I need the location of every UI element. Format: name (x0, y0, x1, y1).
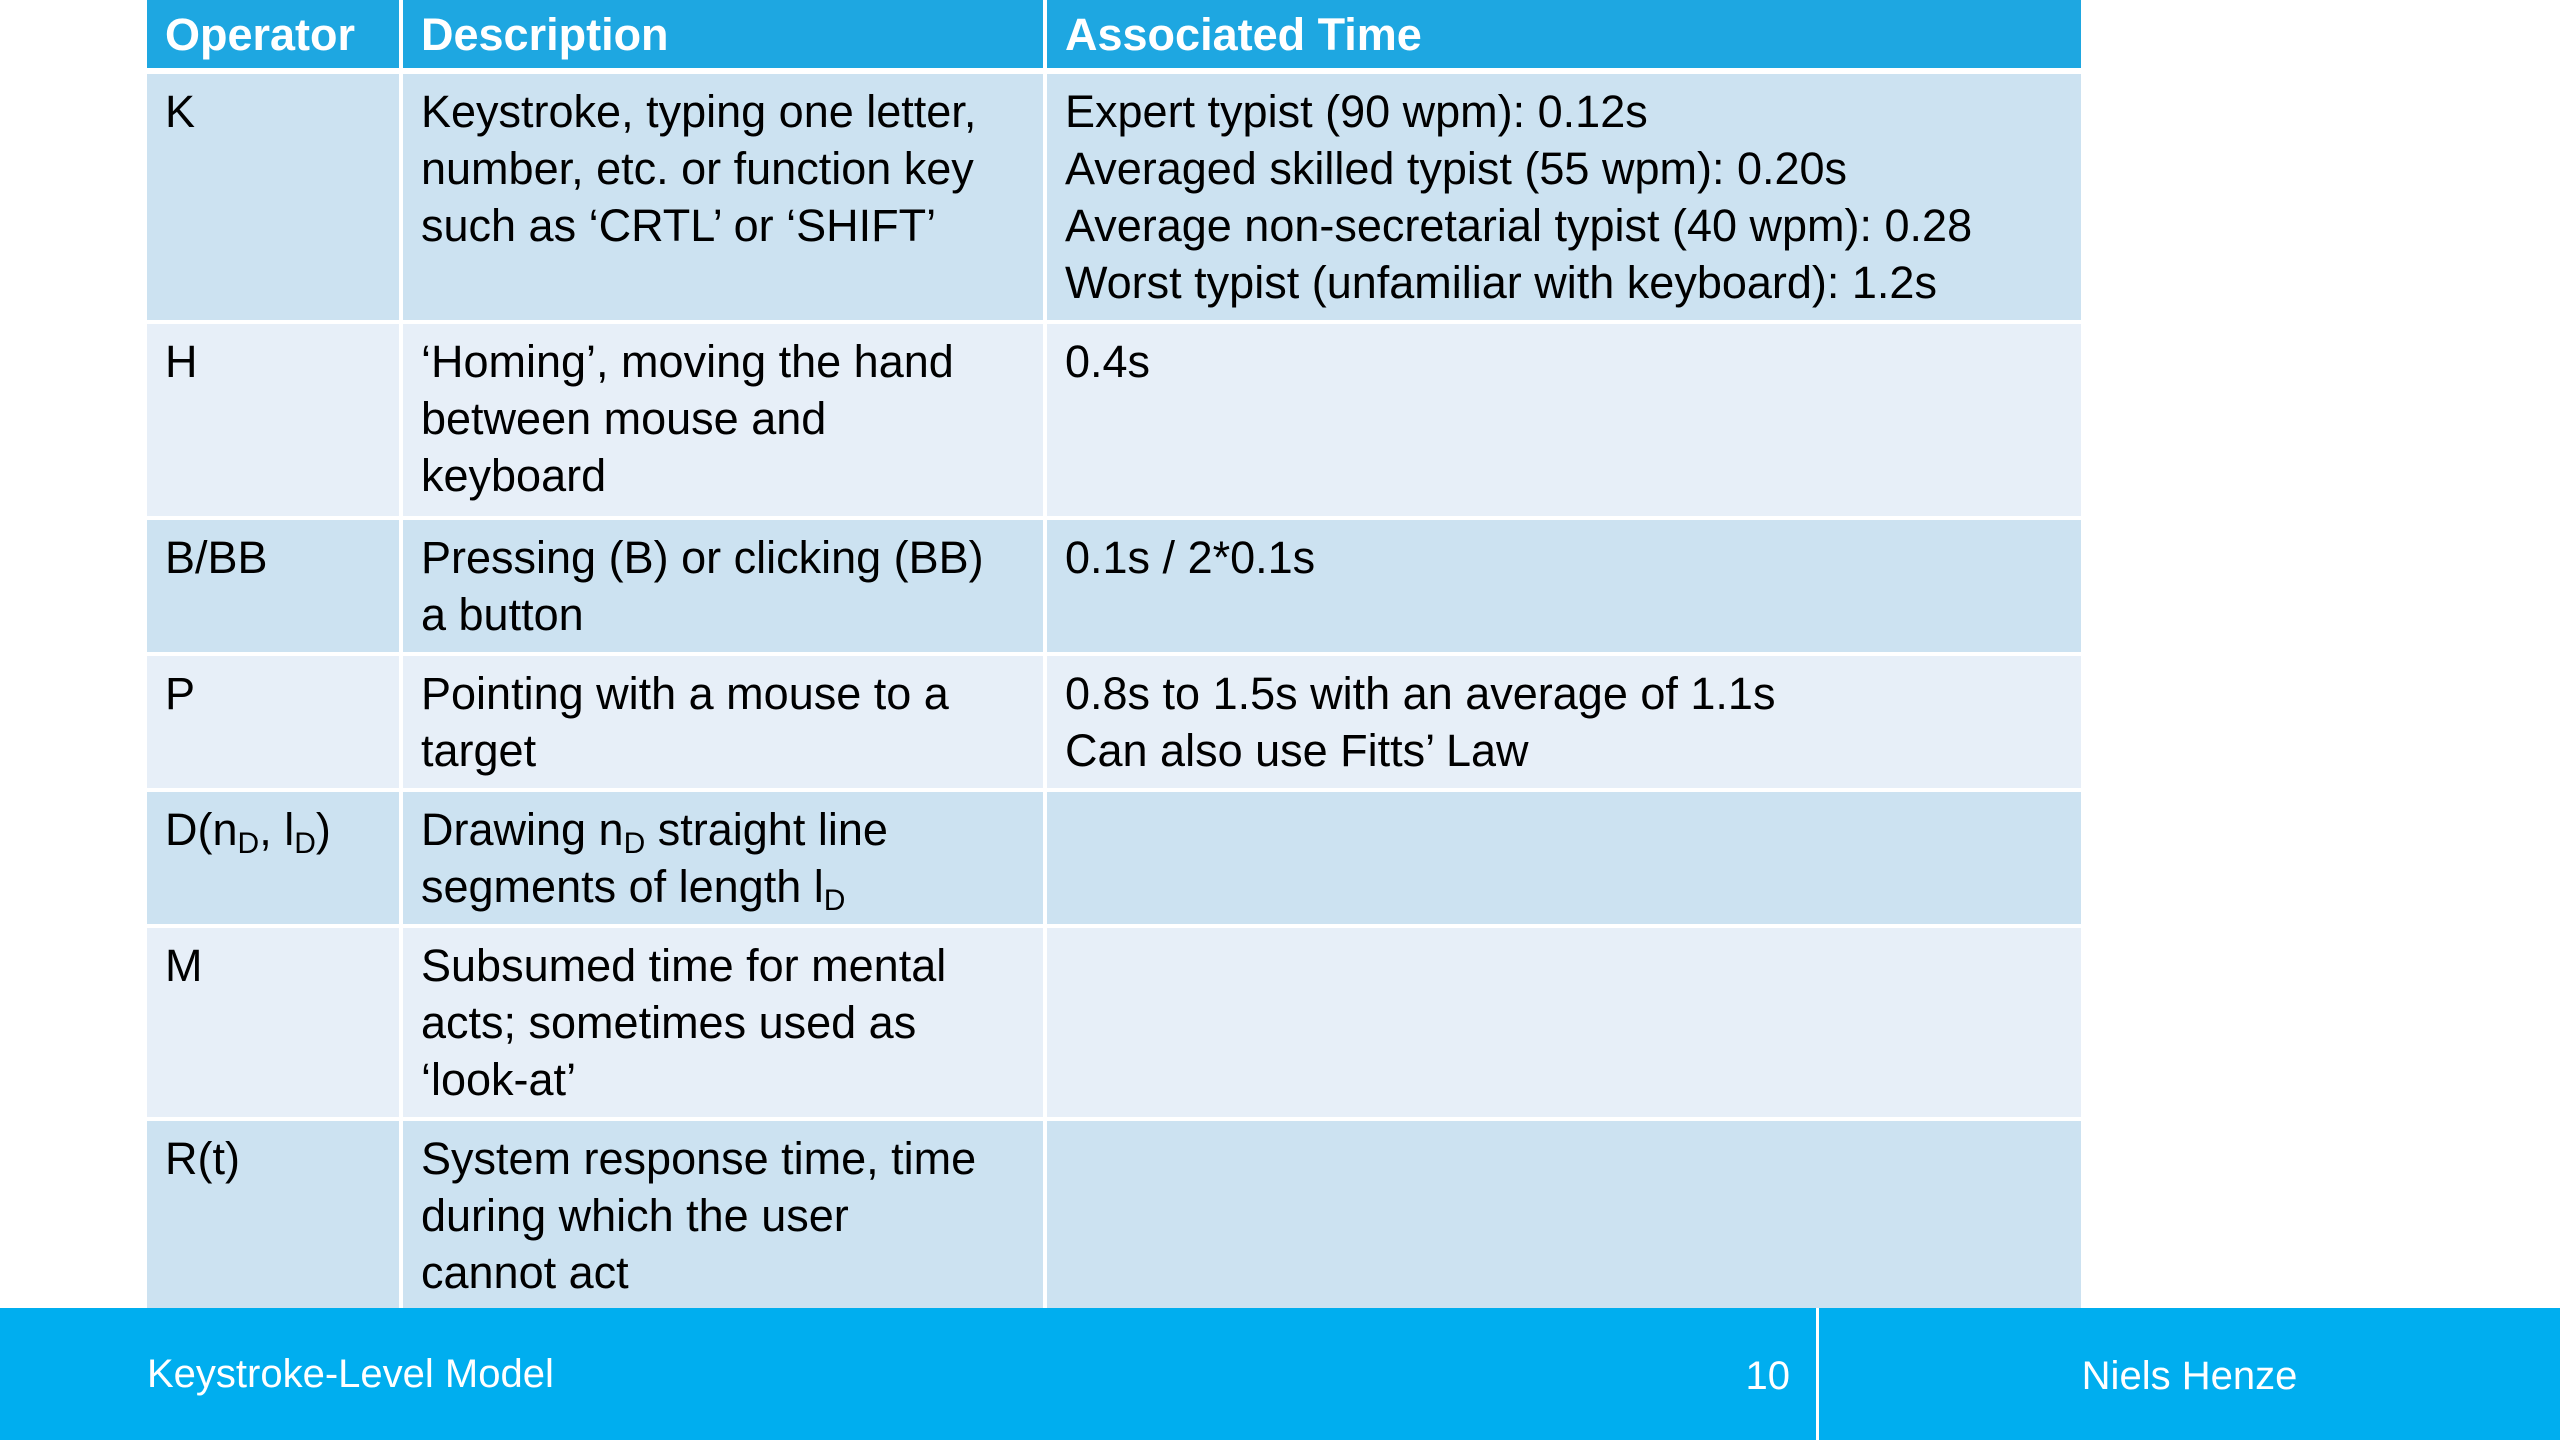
time-line: 0.1s / 2*0.1s (1065, 532, 1316, 583)
description-line: between mouse and (421, 393, 827, 444)
description-line: ‘look-at’ (421, 1054, 577, 1105)
description-text: segments of length l (421, 861, 824, 912)
operator-text: D(n (165, 804, 238, 855)
description-line: a button (421, 589, 584, 640)
operator-cell: K (147, 74, 403, 324)
time-cell (1047, 520, 2081, 656)
description-line: acts; sometimes used as (421, 997, 917, 1048)
description-line: keyboard (421, 450, 607, 501)
time-cell (1047, 74, 2081, 324)
subscript: D (623, 827, 646, 860)
description-text: straight line (645, 804, 888, 855)
table-row-m (147, 928, 2081, 1121)
description-line (421, 858, 1025, 915)
time-line: Average non-secretarial typist (40 wpm): 0.28 (1065, 200, 1973, 251)
operator-cell: R(t) (147, 1121, 403, 1314)
time-cell (1047, 1121, 2081, 1314)
header-operator: Operator (147, 0, 403, 74)
table-header-row (147, 0, 2081, 74)
operator-cell: B/BB (147, 520, 403, 656)
table-row-r (147, 1121, 2081, 1314)
operator-cell: H (147, 324, 403, 520)
description-cell (403, 324, 1047, 520)
description-line: Pressing (B) or clicking (BB) (421, 532, 984, 583)
time-cell (1047, 928, 2081, 1121)
klm-operator-table (147, 0, 2081, 1314)
description-line: ‘Homing’, moving the hand (421, 336, 954, 387)
description-line: during which the user (421, 1190, 849, 1241)
description-line: Subsumed time for mental (421, 940, 947, 991)
table-row-h (147, 324, 2081, 520)
description-cell (403, 1121, 1047, 1314)
description-cell (403, 792, 1047, 928)
description-cell (403, 520, 1047, 656)
description-line: System response time, time (421, 1133, 977, 1184)
description-line: Keystroke, typing one letter, (421, 86, 977, 137)
operator-text: ) (315, 804, 331, 855)
slide-footer (0, 1308, 2560, 1440)
header-associated-time: Associated Time (1047, 0, 2081, 74)
time-line: Averaged skilled typist (55 wpm): 0.20s (1065, 143, 1848, 194)
subscript: D (237, 827, 260, 860)
page-number: 10 (1745, 1354, 1790, 1398)
description-cell (403, 74, 1047, 324)
time-cell (1047, 656, 2081, 792)
description-line: such as ‘CRTL’ or ‘SHIFT’ (421, 200, 937, 251)
time-line: 0.8s to 1.5s with an average of 1.1s (1065, 668, 1776, 719)
time-line: Can also use Fitts’ Law (1065, 725, 1529, 776)
description-line: cannot act (421, 1247, 629, 1298)
operator-cell (147, 792, 403, 928)
description-line: number, etc. or function key (421, 143, 974, 194)
header-description: Description (403, 0, 1047, 74)
operator-cell: M (147, 928, 403, 1121)
table-row-b-bb (147, 520, 2081, 656)
table-row-k (147, 74, 2081, 324)
time-line: Expert typist (90 wpm): 0.12s (1065, 86, 1648, 137)
subscript: D (823, 884, 846, 917)
description-line (421, 801, 1025, 858)
table-row-d (147, 792, 2081, 928)
footer-author: Niels Henze (2081, 1354, 2298, 1398)
time-line: 0.4s (1065, 336, 1151, 387)
description-line: target (421, 725, 537, 776)
table-row-p (147, 656, 2081, 792)
operator-text: , l (259, 804, 295, 855)
description-line: Pointing with a mouse to a (421, 668, 949, 719)
operator-cell: P (147, 656, 403, 792)
description-cell (403, 928, 1047, 1121)
time-cell (1047, 324, 2081, 520)
footer-title: Keystroke-Level Model (147, 1352, 554, 1396)
time-line: Worst typist (unfamiliar with keyboard): 1.2s (1065, 257, 1937, 308)
time-cell (1047, 792, 2081, 928)
description-cell (403, 656, 1047, 792)
description-text: Drawing n (421, 804, 624, 855)
subscript: D (294, 827, 316, 860)
